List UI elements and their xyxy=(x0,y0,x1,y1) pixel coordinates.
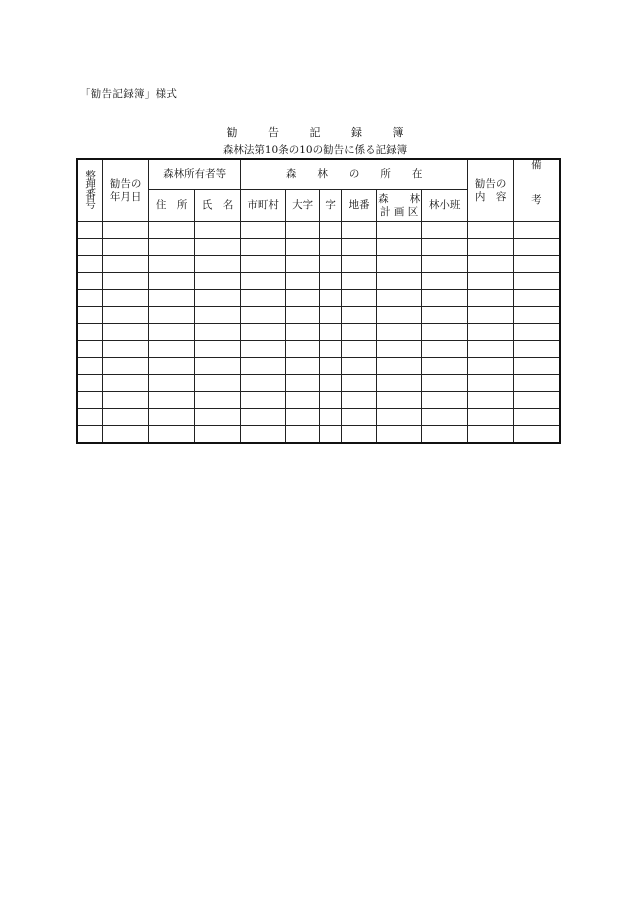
table-cell[interactable] xyxy=(286,409,320,426)
table-cell[interactable] xyxy=(286,273,320,290)
table-cell[interactable] xyxy=(468,358,514,375)
table-cell[interactable] xyxy=(422,426,468,444)
table-cell[interactable] xyxy=(422,256,468,273)
table-row xyxy=(77,409,560,426)
table-row xyxy=(77,324,560,341)
header-kankoku-date-line1: 勧告の xyxy=(109,178,142,191)
table-cell[interactable] xyxy=(377,392,422,409)
table-cell[interactable] xyxy=(286,392,320,409)
table-cell[interactable] xyxy=(103,392,149,409)
table-cell[interactable] xyxy=(377,307,422,324)
title-char: 簿 xyxy=(392,126,404,139)
table-row xyxy=(77,222,560,239)
table-cell[interactable] xyxy=(77,307,103,324)
table-cell[interactable] xyxy=(377,222,422,239)
table-cell[interactable] xyxy=(77,341,103,358)
table-cell[interactable] xyxy=(320,290,342,307)
table-cell[interactable] xyxy=(77,358,103,375)
table-cell[interactable] xyxy=(342,358,377,375)
table-row xyxy=(77,239,560,256)
header-oaza: 大字 xyxy=(286,190,320,222)
table-cell[interactable] xyxy=(342,426,377,444)
table-cell[interactable] xyxy=(103,239,149,256)
title-char: 記 xyxy=(309,126,321,139)
header-biko-top: 備 xyxy=(531,159,542,172)
table-cell[interactable] xyxy=(103,290,149,307)
table-cell[interactable] xyxy=(468,375,514,392)
table-cell[interactable] xyxy=(422,307,468,324)
table-cell[interactable] xyxy=(149,222,195,239)
table-row xyxy=(77,426,560,444)
table-cell[interactable] xyxy=(286,324,320,341)
table-cell[interactable] xyxy=(320,426,342,444)
table-cell[interactable] xyxy=(241,358,286,375)
header-kankoku-content-line2: 内 容 xyxy=(474,190,507,203)
table-cell[interactable] xyxy=(77,239,103,256)
table-cell[interactable] xyxy=(320,341,342,358)
page-subtitle: 森林法第10条の10の勧告に係る記録簿 xyxy=(222,144,408,156)
table-row xyxy=(77,392,560,409)
table-cell[interactable] xyxy=(514,358,560,375)
header-kankoku-date-line2: 年月日 xyxy=(109,190,142,203)
table-cell[interactable] xyxy=(195,375,241,392)
header-biko xyxy=(514,159,560,222)
table-cell[interactable] xyxy=(195,392,241,409)
table-cell[interactable] xyxy=(241,239,286,256)
table-cell[interactable] xyxy=(468,222,514,239)
table-cell[interactable] xyxy=(103,409,149,426)
table-cell[interactable] xyxy=(149,239,195,256)
table-cell[interactable] xyxy=(103,358,149,375)
table-cell[interactable] xyxy=(342,239,377,256)
table-cell[interactable] xyxy=(377,341,422,358)
table-cell[interactable] xyxy=(377,375,422,392)
table-cell[interactable] xyxy=(342,392,377,409)
header-aza: 字 xyxy=(320,190,342,222)
header-owner-address: 住 所 xyxy=(149,190,195,222)
table-cell[interactable] xyxy=(468,307,514,324)
table-cell[interactable] xyxy=(149,324,195,341)
table-cell[interactable] xyxy=(468,324,514,341)
form-label: 「勧告記録簿」様式 xyxy=(80,88,178,100)
table-cell[interactable] xyxy=(103,256,149,273)
table-cell[interactable] xyxy=(241,341,286,358)
table-cell[interactable] xyxy=(77,426,103,444)
table-cell[interactable] xyxy=(195,358,241,375)
table-cell[interactable] xyxy=(342,290,377,307)
table-cell[interactable] xyxy=(422,341,468,358)
table-row xyxy=(77,375,560,392)
table-cell[interactable] xyxy=(149,375,195,392)
table-cell[interactable] xyxy=(286,307,320,324)
header-forest-location: 森 林 の 所 在 xyxy=(241,159,468,190)
table-cell[interactable] xyxy=(241,273,286,290)
table-cell[interactable] xyxy=(342,222,377,239)
table-cell[interactable] xyxy=(468,256,514,273)
table-cell[interactable] xyxy=(342,375,377,392)
table-cell[interactable] xyxy=(377,426,422,444)
table-cell[interactable] xyxy=(286,290,320,307)
table-cell[interactable] xyxy=(241,392,286,409)
table-cell[interactable] xyxy=(286,375,320,392)
table-cell[interactable] xyxy=(377,256,422,273)
table-cell[interactable] xyxy=(286,341,320,358)
table-cell[interactable] xyxy=(149,341,195,358)
table-cell[interactable] xyxy=(195,239,241,256)
table-cell[interactable] xyxy=(149,409,195,426)
table-cell[interactable] xyxy=(514,409,560,426)
table-cell[interactable] xyxy=(149,358,195,375)
table-cell[interactable] xyxy=(241,307,286,324)
table-cell[interactable] xyxy=(286,239,320,256)
table-cell[interactable] xyxy=(514,341,560,358)
title-char: 告 xyxy=(268,126,279,139)
table-cell[interactable] xyxy=(422,239,468,256)
table-cell[interactable] xyxy=(241,375,286,392)
table-cell[interactable] xyxy=(320,307,342,324)
table-cell[interactable] xyxy=(320,392,342,409)
table-row xyxy=(77,256,560,273)
table-cell[interactable] xyxy=(377,239,422,256)
table-cell[interactable] xyxy=(468,392,514,409)
table-cell[interactable] xyxy=(195,324,241,341)
header-keikaku xyxy=(377,190,422,222)
table-cell[interactable] xyxy=(195,409,241,426)
table-cell[interactable] xyxy=(77,222,103,239)
table-cell[interactable] xyxy=(241,324,286,341)
table-row xyxy=(77,358,560,375)
table-cell[interactable] xyxy=(514,307,560,324)
table-cell[interactable] xyxy=(195,341,241,358)
table-row xyxy=(77,307,560,324)
table-cell[interactable] xyxy=(468,341,514,358)
table-cell[interactable] xyxy=(103,375,149,392)
table-cell[interactable] xyxy=(103,273,149,290)
table-cell[interactable] xyxy=(468,426,514,444)
header-owner-name: 氏 名 xyxy=(195,190,241,222)
table-cell[interactable] xyxy=(286,426,320,444)
table-cell[interactable] xyxy=(77,409,103,426)
table-cell[interactable] xyxy=(241,222,286,239)
table-cell[interactable] xyxy=(514,392,560,409)
title-char: 録 xyxy=(351,126,362,139)
table-cell[interactable] xyxy=(342,324,377,341)
table-cell[interactable] xyxy=(103,222,149,239)
table-cell[interactable] xyxy=(149,392,195,409)
table-row xyxy=(77,341,560,358)
table-cell[interactable] xyxy=(77,290,103,307)
table-cell[interactable] xyxy=(514,273,560,290)
table-cell[interactable] xyxy=(320,222,342,239)
table-cell[interactable] xyxy=(195,222,241,239)
header-biko-bottom: 考 xyxy=(531,193,542,206)
table-cell[interactable] xyxy=(514,426,560,444)
table-cell[interactable] xyxy=(103,341,149,358)
table-cell[interactable] xyxy=(320,324,342,341)
table-cell[interactable] xyxy=(320,358,342,375)
table-cell[interactable] xyxy=(241,409,286,426)
table-cell[interactable] xyxy=(241,426,286,444)
table-cell[interactable] xyxy=(103,324,149,341)
header-owner: 森林所有者等 xyxy=(149,159,241,190)
table-cell[interactable] xyxy=(342,273,377,290)
page-title xyxy=(0,124,630,140)
header-keikaku-line1: 森 林 xyxy=(378,193,421,206)
table-row xyxy=(77,273,560,290)
table-cell[interactable] xyxy=(320,239,342,256)
table-cell[interactable] xyxy=(468,273,514,290)
table-cell[interactable] xyxy=(377,409,422,426)
table-cell[interactable] xyxy=(195,273,241,290)
table-cell[interactable] xyxy=(342,256,377,273)
table-cell[interactable] xyxy=(286,256,320,273)
table-cell[interactable] xyxy=(514,290,560,307)
title-char: 勧 xyxy=(226,126,238,139)
table-cell[interactable] xyxy=(422,273,468,290)
table-cell[interactable] xyxy=(77,273,103,290)
table-cell[interactable] xyxy=(195,426,241,444)
table-cell[interactable] xyxy=(422,392,468,409)
header-kankoku-content xyxy=(468,159,514,222)
table-cell[interactable] xyxy=(320,256,342,273)
table-cell[interactable] xyxy=(195,290,241,307)
table-cell[interactable] xyxy=(468,239,514,256)
table-cell[interactable] xyxy=(422,290,468,307)
table-cell[interactable] xyxy=(320,273,342,290)
table-cell[interactable] xyxy=(377,324,422,341)
table-cell[interactable] xyxy=(195,307,241,324)
table-cell[interactable] xyxy=(320,375,342,392)
table-cell[interactable] xyxy=(514,375,560,392)
table-cell[interactable] xyxy=(149,307,195,324)
table-cell[interactable] xyxy=(241,256,286,273)
table-cell[interactable] xyxy=(149,273,195,290)
table-cell[interactable] xyxy=(514,324,560,341)
header-keikaku-line2: 計 画 区 xyxy=(380,205,419,218)
table-cell[interactable] xyxy=(77,392,103,409)
table-cell[interactable] xyxy=(514,256,560,273)
table-cell[interactable] xyxy=(468,409,514,426)
header-seiri-bango: 整理番号 xyxy=(77,159,103,222)
table-cell[interactable] xyxy=(422,358,468,375)
table-cell[interactable] xyxy=(342,341,377,358)
table-cell[interactable] xyxy=(149,426,195,444)
header-rinshohan: 林小班 xyxy=(422,190,468,222)
table-cell[interactable] xyxy=(77,375,103,392)
table-cell[interactable] xyxy=(77,256,103,273)
table-body xyxy=(77,222,560,444)
table-cell[interactable] xyxy=(422,409,468,426)
table-cell[interactable] xyxy=(149,290,195,307)
table-cell[interactable] xyxy=(103,307,149,324)
table-cell[interactable] xyxy=(377,290,422,307)
table-cell[interactable] xyxy=(422,324,468,341)
table-row xyxy=(77,290,560,307)
header-kankoku-date xyxy=(103,159,149,222)
record-table xyxy=(76,158,561,444)
table-cell[interactable] xyxy=(422,222,468,239)
table-cell[interactable] xyxy=(149,256,195,273)
table-cell[interactable] xyxy=(103,426,149,444)
table-cell[interactable] xyxy=(377,358,422,375)
table-cell[interactable] xyxy=(286,358,320,375)
table-cell[interactable] xyxy=(514,239,560,256)
header-kankoku-content-line1: 勧告の xyxy=(474,178,507,191)
table-cell[interactable] xyxy=(342,307,377,324)
header-city: 市町村 xyxy=(241,190,286,222)
table-cell[interactable] xyxy=(468,290,514,307)
table-cell[interactable] xyxy=(320,409,342,426)
table-cell[interactable] xyxy=(377,273,422,290)
table-cell[interactable] xyxy=(241,290,286,307)
table-cell[interactable] xyxy=(286,222,320,239)
header-chiban: 地番 xyxy=(342,190,377,222)
table-cell[interactable] xyxy=(342,409,377,426)
table-cell[interactable] xyxy=(514,222,560,239)
table-cell[interactable] xyxy=(422,375,468,392)
table-cell[interactable] xyxy=(195,256,241,273)
table-cell[interactable] xyxy=(77,324,103,341)
